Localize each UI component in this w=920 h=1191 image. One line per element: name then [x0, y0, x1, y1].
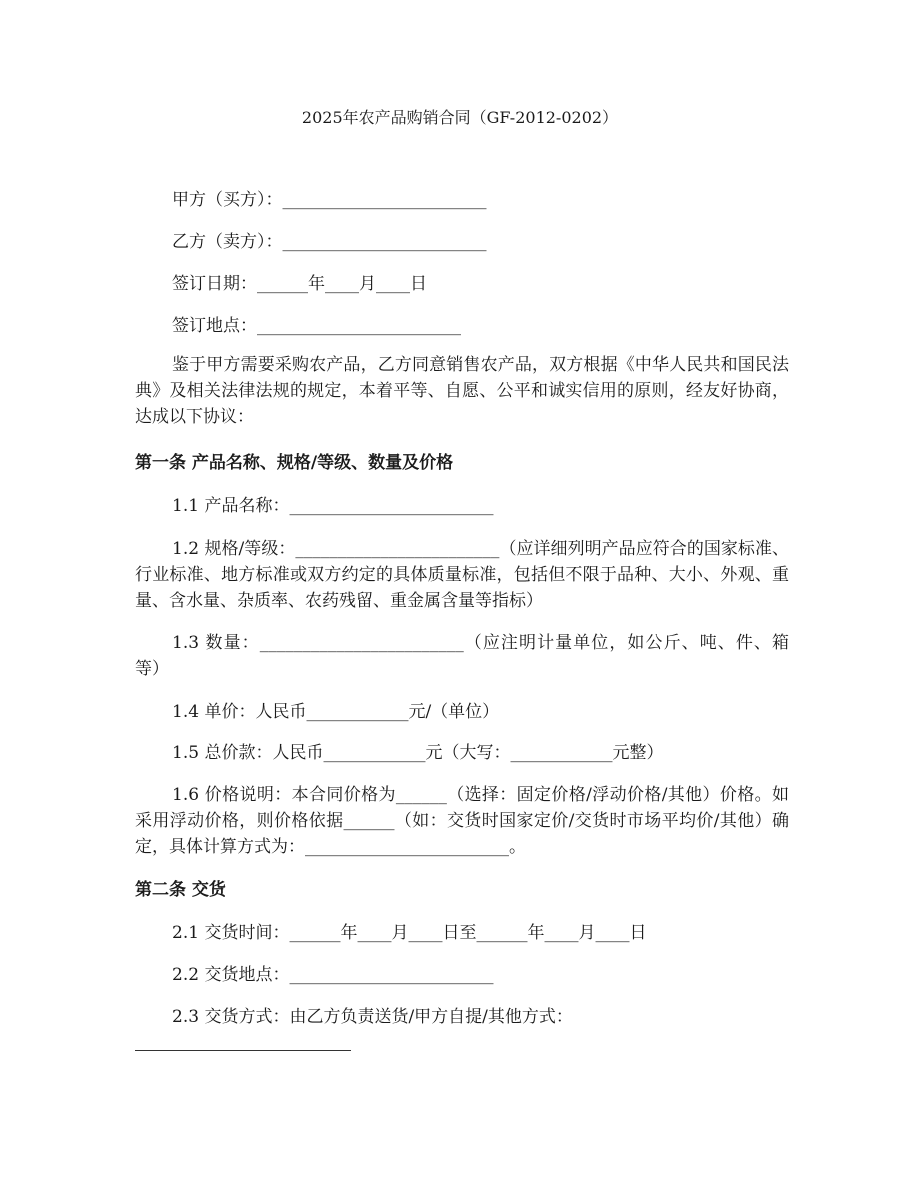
article-1-heading: 第一条 产品名称、规格/等级、数量及价格 — [135, 453, 454, 473]
fill-in-blank-line — [135, 1050, 351, 1051]
clause-2-3: 2.3 交货方式：由乙方负责送货/甲方自提/其他方式： — [172, 1007, 573, 1027]
sign-date-line: 签订日期：______年____月____日 — [172, 274, 427, 294]
sign-place-line: 签订地点：________________________ — [172, 316, 461, 336]
clause-2-2: 2.2 交货地点：________________________ — [172, 965, 494, 985]
clause-1-2: 1.2 规格/等级：________________________（应详细列明产品应符合的国家标准、行业标准、地方标准或双方约定的具体质量标准，包括但不限于品种、大小、外观、重量、含水量、杂质率、农药残留、重金属含量等指标） — [135, 539, 789, 611]
clause-1-6: 1.6 价格说明：本合同价格为______（选择：固定价格/浮动价格/其他）价格。如采用浮动价格，则价格依据______（如：交货时国家定价/交货时市场平均价/其他）确定，具体计算方式为：________________________。 — [135, 785, 789, 857]
document-title: 2025年农产品购销合同（GF-2012-0202） — [301, 108, 619, 127]
party-b-line: 乙方（卖方）：________________________ — [172, 232, 487, 252]
article-2-heading: 第二条 交货 — [135, 880, 226, 900]
clause-2-1: 2.1 交货时间：______年____月____日至______年____月____日 — [172, 923, 647, 943]
clause-1-5: 1.5 总价款：人民币____________元（大写：____________元整） — [172, 743, 664, 763]
clause-1-1: 1.1 产品名称：________________________ — [172, 496, 494, 516]
preamble-paragraph: 鉴于甲方需要采购农产品，乙方同意销售农产品，双方根据《中华人民共和国民法典》及相关法律法规的规定，本着平等、自愿、公平和诚实信用的原则，经友好协商，达成以下协议： — [135, 355, 789, 427]
clause-1-3: 1.3 数量：________________________（应注明计量单位，如公斤、吨、件、箱等） — [135, 633, 789, 679]
party-a-line: 甲方（买方）：________________________ — [172, 190, 487, 210]
clause-1-4: 1.4 单价：人民币____________元/（单位） — [172, 702, 500, 722]
